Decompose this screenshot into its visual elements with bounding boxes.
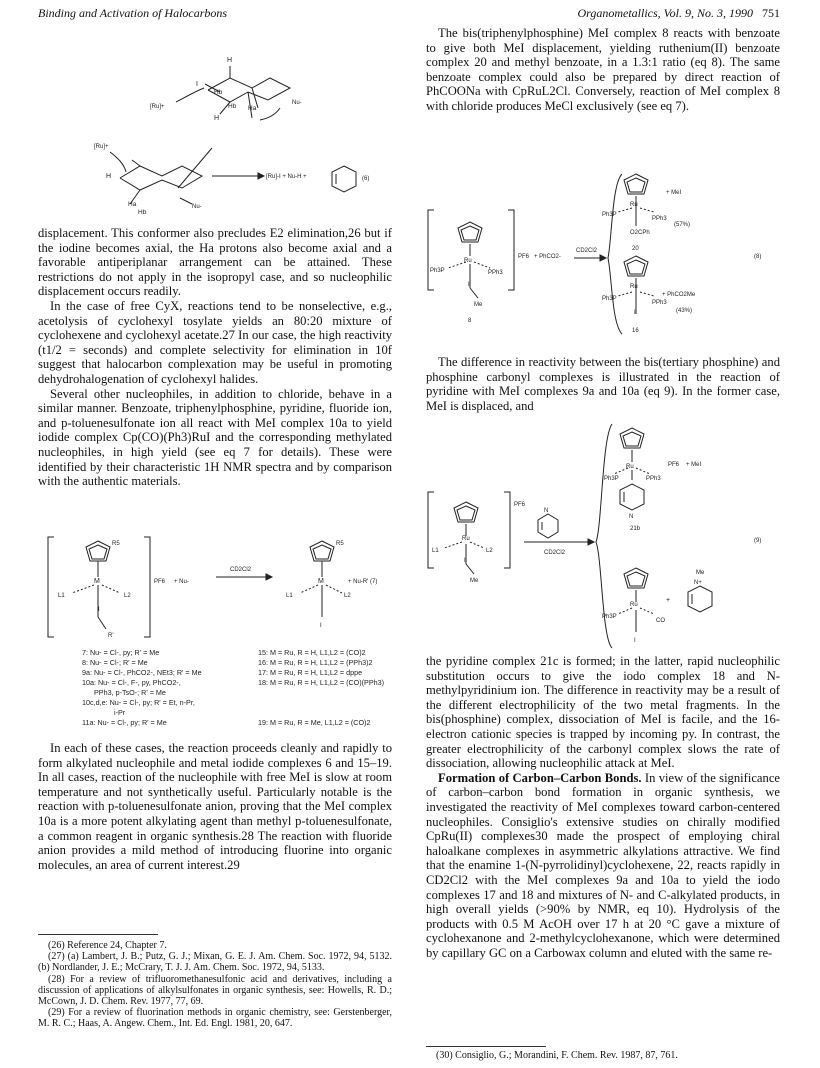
eq7-solvent: CD2Cl2	[230, 567, 252, 573]
eq6-number: (6)	[362, 176, 370, 182]
eq8-o2cph: O2CPh	[630, 230, 650, 236]
compound-label: i-Pr	[114, 708, 126, 717]
paragraph: displacement. This conformer also precludes E2 elimination,26 but if the iodine becomes axial, the Ha protons also become axial and a favorable antiperiplanar arrangement can be attained. These restrictions do not apply in the isopropyl case, and so nucleophilic displacement occurs readily.	[38, 226, 392, 299]
compound-label: PPh3, p-TsO-; R' = Me	[94, 688, 166, 697]
footnote: (27) (a) Lambert, J. B.; Putz, G. J.; Mixan, G. E. J. Am. Chem. Soc. 1972, 94, 5132. (b) Nordlander, J. E.; McCrary, T. J. J. Am. Chem. Soc. 1972, 94, 5133.	[38, 951, 392, 974]
eq9-l2: L2	[486, 548, 493, 554]
eq6-h-left: H	[106, 173, 112, 180]
eq9-iodine: I	[464, 558, 466, 564]
eq7-left-labels	[82, 648, 242, 728]
eq7-pf6: PF6	[154, 579, 166, 585]
footnotes-right	[426, 1050, 780, 1061]
running-head-left: Binding and Activation of Halocarbons	[38, 6, 228, 20]
eq7-metal: M	[94, 578, 100, 585]
eq7-r-prime: R'	[108, 633, 114, 639]
eq9-top-pph3: PPh3	[646, 476, 661, 482]
eq8-compound-20: 20	[632, 246, 639, 252]
compound-label: 10a: Nu- = Cl-, F-, py, PhCO2-,	[82, 678, 181, 687]
eq7-products: + Nu-R' (7)	[348, 579, 378, 585]
eq8-plus-benzoate: + PhCO2-	[534, 254, 561, 260]
eq7-r5-product: R5	[336, 541, 344, 547]
eq6-hb-upper: Hb	[214, 89, 223, 96]
compound-label: 7: Nu- = Cl-, py; R' = Me	[82, 648, 160, 657]
eq9-bot-iodine: I	[634, 638, 636, 644]
paragraph: The bis(triphenylphosphine) MeI complex 8 reacts with benzoate to give both MeI displacement, yielding ruthenium(II) benzoate complex 20 and methyl benzoate, in a 1.3:1 ratio (eq 8). The same benzoate complex could also be prepared by direct reaction of PhCOONa with CpRuL2Cl. Conversely, reaction of MeI complex 8 with chloride produces MeCl exclusively (see eq 7).	[426, 26, 780, 113]
compound-label: 17: M = Ru, R = H, L1,L2 = dppe	[258, 668, 363, 677]
footnote: (30) Consiglio, G.; Morandini, F. Chem. Rev. 1987, 87, 761.	[436, 1050, 678, 1061]
eq8-plus-mei: + MeI	[666, 190, 682, 196]
footnote: (26) Reference 24, Chapter 7.	[48, 940, 167, 951]
eq7-right-labels	[258, 648, 408, 728]
eq8-bot-ph3p: Ph3P	[602, 296, 617, 302]
footnote: (29) For a review of fluorination methods in organic chemistry, see: Gerstenberger, M. R. C.; Haas, A. Angew. Chem., Int. Ed. Engl. 1981, 20, 647.	[38, 1007, 392, 1030]
eq8-bot-iodine: I	[634, 310, 636, 316]
compound-label: 10c,d,e: Nu- = Cl-, py; R' = Et, n-Pr,	[82, 698, 195, 707]
eq8-iodine: I	[468, 282, 470, 288]
equation-8-scheme	[424, 164, 784, 338]
eq8-compound-16: 16	[632, 328, 639, 334]
equation-7-scheme	[38, 533, 398, 641]
eq6-hb-mid: Hb	[228, 103, 237, 110]
equation-6-scheme	[80, 48, 380, 220]
eq7-r5: R5	[112, 541, 120, 547]
footnote-rule	[38, 934, 158, 935]
eq8-compound-8: 8	[468, 318, 472, 324]
eq8-ru: Ru	[464, 258, 472, 264]
eq8-solvent: CD2Cl2	[576, 248, 598, 254]
eq9-bot-ru: Ru	[630, 602, 638, 608]
equation-9-scheme	[424, 418, 784, 650]
eq6-nu-upper: Nu-	[292, 100, 302, 106]
compound-label: 8: Nu- = Cl-; R' = Me	[82, 658, 148, 667]
eq7-l1: L1	[58, 593, 65, 599]
eq9-top-ph3p: Ph3P	[604, 476, 619, 482]
eq9-me: Me	[470, 578, 479, 584]
eq7-iodide-product: I	[320, 623, 322, 629]
compound-label: 11a: Nu- = Cl-, py; R' = Me	[82, 718, 167, 727]
label-spacer	[258, 688, 408, 718]
running-head-right	[577, 6, 780, 21]
compound-label: 16: M = Ru, R = H, L1,L2 = (PPh3)2	[258, 658, 373, 667]
eq9-l1: L1	[432, 548, 439, 554]
eq8-ph3p: Ph3P	[430, 268, 445, 274]
eq8-top-ru: Ru	[630, 202, 638, 208]
paragraph: In each of these cases, the reaction proceeds cleanly and rapidly to form alkylated nucleophile and metal iodide complexes 6 and 15–19. In all cases, reaction of the nucleophile with free MeI is slow at room temperature and not synthetically useful. Particularly notable is the reaction with p-toluenesulfonate anion, proving that the MeI complex 10a is a more potent alkylating agent than methyl p-toluenesulfonate, a common reagent in organic synthesis.28 The reaction with fluoride anion provides a mild method of introducing fluorine into organic molecules, an area of current interest.29	[38, 741, 392, 872]
eq9-top-ru: Ru	[626, 464, 634, 470]
eq6-ha: Ha	[248, 105, 257, 112]
eq9-pyridine-n: N	[544, 508, 549, 514]
eq9-solvent: CD2Cl2	[544, 550, 566, 556]
paragraph: The difference in reactivity between the bis(tertiary phosphine) and phosphine carbonyl complexes is illustrated in the reaction of pyridine with MeI complexes 9a and 10a (eq 9). In the former case, MeI is displaced, and	[426, 355, 780, 413]
eq9-top-pf6: PF6	[668, 462, 680, 468]
eq9-pf6: PF6	[514, 502, 526, 508]
paragraph-body: In view of the significance of carbon–carbon bond formation in organic synthesis, we investigated the reactivity of MeI complexes toward carbon-centered nucleophiles. Consiglio's extensive studies on chirally modified CpRu(II) complexes30 made the prospect of employing chiral haloalkane complexes in asymmetric alkylations attractive. We find that the enamine 1-(N-pyrrolidinyl)cyclohexene, 22, reacts rapidly in CD2Cl2 with the MeI complexes 9a and 10a to yield the iodo complexes 17 and 18 and mixtures of N- and C-alkylated products, in high overall yields (>90% by NMR, eq 10). Hydrolysis of the products with 0.5 M AcOH over 17 h at 20 °C gave a mixture of cyclohexanone and 2-methylcyclohexanone, which were determined by capillary GC on a Carbowax column and eluted with the same re-	[426, 770, 781, 960]
eq8-bot-ru: Ru	[630, 284, 638, 290]
eq9-bot-n-plus: N+	[694, 580, 702, 586]
eq9-ru: Ru	[462, 536, 470, 542]
eq8-yield-43: (43%)	[676, 308, 693, 314]
eq7-l2: L2	[124, 593, 131, 599]
eq8-top-ph3p: Ph3P	[602, 212, 617, 218]
eq8-pph3: PPh3	[488, 270, 503, 276]
paragraph: the pyridine complex 21c is formed; in the latter, rapid nucleophilic substitution occurs to give the iodo complex 18 and N-methylpyridinium ion. The difference in reactivity may be a result of the different electrophilicity of the two metal fragments. In the bis(phosphine) complex, dissociation of MeI is facile, and the 16-electron cationic species is trapped by incoming py. In contrast, the greater electrophilicity of the carbonyl complex slows the rate of dissociation, allowing nucleophilic attack at MeI.	[426, 654, 780, 771]
section-heading: Formation of Carbon–Carbon Bonds.	[438, 770, 642, 785]
eq7-l2-product: L2	[344, 593, 351, 599]
eq9-plus: +	[666, 597, 671, 604]
eq8-bot-pph3: PPh3	[652, 300, 667, 306]
eq7-l1-product: L1	[286, 593, 293, 599]
eq7-iodine: I	[98, 607, 100, 613]
compound-label: 18: M = Ru, R = H, L1,L2 = (CO)(PPh3)	[258, 678, 385, 687]
eq9-plus-mei: + MeI	[686, 462, 702, 468]
right-column-text-bottom	[426, 654, 780, 960]
footnote-rule-right	[426, 1046, 546, 1047]
compound-label: 9a: Nu- = Cl-, PhCO2-, NEt3; R' = Me	[82, 668, 202, 677]
paragraph	[426, 771, 780, 961]
page-number: 751	[762, 6, 780, 20]
eq6-hb-lower: Hb	[138, 209, 147, 216]
eq6-i: I	[196, 81, 198, 88]
eq9-bot-ph3p: Ph3P	[602, 614, 617, 620]
eq9-bot-me: Me	[696, 570, 705, 576]
volume-info: Vol. 9, No. 3, 1990	[663, 6, 753, 20]
eq7-metal-product: M	[318, 578, 324, 585]
eq9-top-n: N	[629, 514, 634, 520]
left-column-text-bottom	[38, 741, 392, 872]
eq8-top-pph3: PPh3	[652, 216, 667, 222]
right-column-text-mid	[426, 355, 780, 413]
paragraph: Several other nucleophiles, in addition to chloride, behave in a similar manner. Benzoate, triphenylphosphine, pyridine, fluoride ion, and p-toluenesulfonate ion all react with MeI complex 10a to yield iodide complex Cp(CO)(Ph3)RuI and the corresponding methylated nucleophiles, in high yield (see eq 7 for details). These were identified by their characteristic 1H NMR spectra and by comparison with the authentic materials.	[38, 386, 392, 489]
eq9-number: (9)	[754, 538, 762, 544]
eq8-plus-phco2me: + PhCO2Me	[662, 292, 696, 298]
eq6-h-lower: H	[214, 115, 220, 122]
eq8-yield-57: (57%)	[674, 222, 691, 228]
eq9-compound-21b: 21b	[630, 526, 641, 532]
eq7-plus-nu: + Nu-	[174, 579, 189, 585]
eq6-ru-plus: [Ru]+	[150, 104, 165, 110]
eq8-me: Me	[474, 302, 483, 308]
eq6-ru-plus-lower: [Ru]+	[94, 144, 109, 150]
footnotes-left	[38, 940, 392, 1030]
eq6-products: [Ru]-I + Nu-H +	[266, 174, 307, 180]
eq9-bot-co: CO	[656, 618, 665, 624]
footnote: (28) For a review of trifluoromethanesulfonic acid and derivatives, including a discussion of applications of alkylsulfonates in organic synthesis, see: Howells, R. D.; McCown, J. D. Chem. Rev. 1977, 77, 69.	[38, 973, 392, 1008]
eq6-ha-lower: Ha	[128, 201, 137, 208]
eq6-nu-lower: Nu-	[192, 204, 202, 210]
journal-name: Organometallics,	[577, 6, 661, 20]
eq8-number: (8)	[754, 254, 762, 260]
eq6-h-top: H	[227, 57, 233, 64]
paragraph: In the case of free CyX, reactions tend to be nonselective, e.g., acetolysis of cyclohexyl tosylate yields an 80:20 mixture of cyclohexene and cyclohexyl acetate.27 In our case, the high reactivity (t1/2 = seconds) and complete selectivity for elimination in 10f suggest that halocarbon complexation may be useful in promoting dehydrohalogenation of cyclohexyl halides.	[38, 298, 392, 386]
right-column-text-top	[426, 26, 780, 114]
eq8-pf6: PF6	[518, 254, 530, 260]
compound-label: 15: M = Ru, R = H, L1,L2 = (CO)2	[258, 648, 366, 657]
compound-label: 19: M = Ru, R = Me, L1,L2 = (CO)2	[258, 718, 371, 727]
left-column-text-top	[38, 226, 392, 489]
